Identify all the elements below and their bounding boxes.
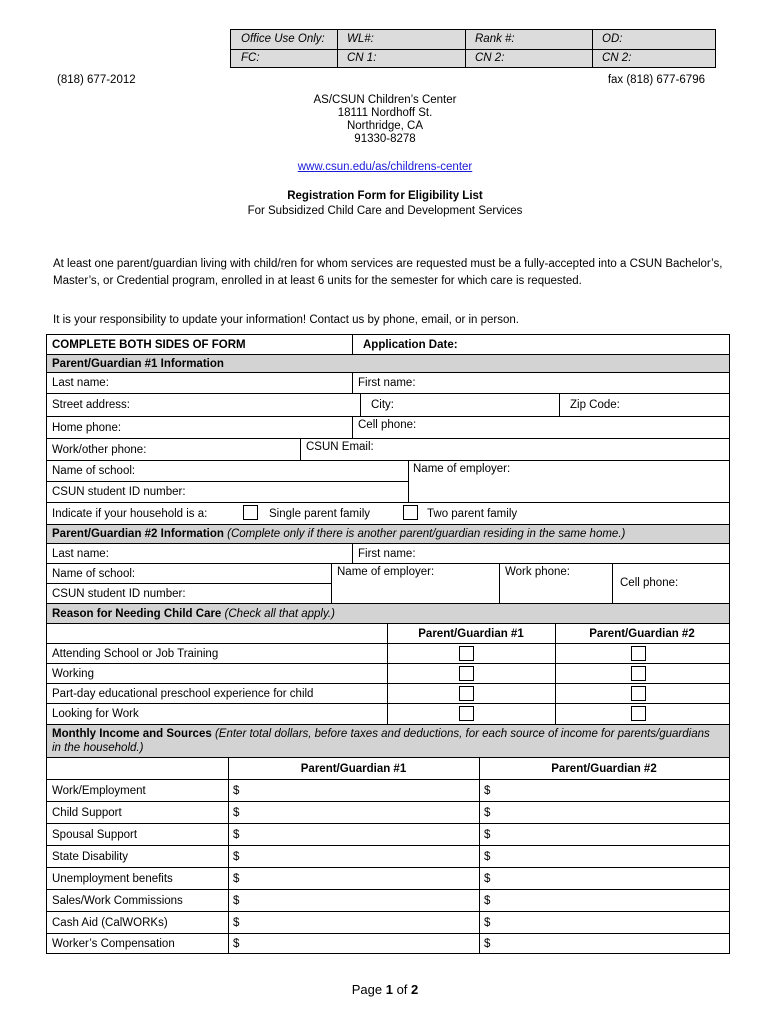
income-pg2-amount-field[interactable]: $ (484, 806, 491, 819)
org-zip: 91330-8278 (354, 133, 416, 145)
website-link[interactable]: www.csun.edu/as/childrens-center (297, 161, 473, 173)
income-row (47, 912, 729, 934)
form-header-row (47, 335, 729, 355)
pg1-last-name-field[interactable]: Last name: (52, 377, 109, 389)
income-pg1-amount-field[interactable]: $ (233, 872, 240, 885)
income-heading: Monthly Income and Sources (52, 728, 212, 740)
pg1-school-field[interactable]: Name of school: (47, 461, 408, 482)
income-pg2-amount-field[interactable]: $ (484, 916, 491, 929)
pg1-cell-phone-field[interactable]: Cell phone: (352, 417, 729, 438)
pg2-name-row (47, 544, 729, 564)
reason-row-1 (47, 644, 729, 664)
income-row (47, 824, 729, 846)
single-parent-label: Single parent family (269, 507, 370, 520)
pg2-work-phone-field[interactable]: Work phone: (505, 566, 570, 578)
income-row (47, 868, 729, 890)
income-pg2-amount-field[interactable]: $ (484, 828, 491, 841)
office-od-field[interactable]: OD: (602, 33, 623, 45)
income-pg1-amount-field[interactable]: $ (233, 806, 240, 819)
reason-label: Looking for Work (52, 708, 139, 720)
reason-pg2-checkbox[interactable] (631, 666, 646, 681)
pg1-student-id-field[interactable]: CSUN student ID number: (52, 486, 186, 498)
pg1-csun-email-field[interactable]: CSUN Email: (300, 439, 729, 460)
reason-label: Part-day educational preschool experience for child (52, 687, 314, 700)
reason-heading: Reason for Needing Child Care (52, 607, 222, 620)
complete-both-label: COMPLETE BOTH SIDES OF FORM (52, 338, 246, 351)
income-source-label: Work/Employment (52, 784, 146, 797)
pg1-city-field[interactable]: City: (360, 394, 559, 416)
reason-label: Attending School or Job Training (52, 647, 219, 660)
center-phone: (818) 677-2012 (57, 74, 136, 86)
income-source-label: Child Support (52, 806, 122, 819)
page-number: 1 (385, 982, 393, 997)
pg1-employer-field[interactable]: Name of employer: (413, 463, 511, 475)
pg1-first-name-field[interactable]: First name: (352, 373, 729, 393)
reason-row-3 (47, 684, 729, 704)
application-date-field[interactable]: Application Date: (352, 335, 729, 354)
reason-row-2 (47, 664, 729, 684)
pg1-home-phone-field[interactable]: Home phone: (52, 421, 122, 434)
income-source-label: Worker’s Compensation (52, 937, 175, 950)
pg2-heading: Parent/Guardian #2 Information (52, 528, 224, 540)
office-wl-field[interactable]: WL#: (347, 33, 374, 45)
reason-pg1-checkbox[interactable] (459, 686, 474, 701)
pg1-work-phone-field[interactable]: Work/other phone: (52, 443, 147, 456)
pg2-first-name-field[interactable]: First name: (352, 544, 729, 564)
income-source-label: Cash Aid (CalWORKs) (52, 916, 168, 929)
income-source-label: Sales/Work Commissions (52, 894, 183, 907)
income-note: (Enter total dollars, before taxes and deductions, for each source of income for parents/guardians in the household.) (52, 728, 710, 754)
page-total: 2 (411, 982, 419, 997)
pg1-street-field[interactable]: Street address: (52, 399, 130, 411)
pg1-zip-field[interactable]: Zip Code: (559, 394, 729, 416)
pg1-heading: Parent/Guardian #1 Information (52, 357, 224, 370)
income-pg2-amount-field[interactable]: $ (484, 784, 491, 797)
pg2-employer-field[interactable]: Name of employer: (337, 566, 435, 578)
reason-pg2-checkbox[interactable] (631, 706, 646, 721)
pg2-school-row (47, 564, 729, 589)
reason-pg2-checkbox[interactable] (631, 686, 646, 701)
income-pg1-amount-field[interactable]: $ (233, 850, 240, 863)
office-rank-field[interactable]: Rank #: (475, 33, 515, 45)
pg1-phone-row (47, 417, 729, 439)
reason-note: (Check all that apply.) (224, 607, 335, 620)
income-pg1-amount-field[interactable]: $ (233, 784, 240, 797)
office-fc-field[interactable]: FC: (241, 52, 260, 64)
pg1-household-label: Indicate if your household is a: (52, 507, 208, 520)
org-street: 18111 Nordhoff St. (337, 107, 433, 119)
income-pg1-amount-field[interactable]: $ (233, 894, 240, 907)
income-row (47, 890, 729, 912)
income-pg2-amount-field[interactable]: $ (484, 937, 491, 950)
pg2-heading-note: (Complete only if there is another parent/guardian residing in the same home.) (227, 528, 626, 540)
income-pg1-amount-field[interactable]: $ (233, 916, 240, 929)
reason-pg1-checkbox[interactable] (459, 666, 474, 681)
income-pg2-amount-field[interactable]: $ (484, 872, 491, 885)
office-cn2b-field[interactable]: CN 2: (602, 52, 632, 64)
single-parent-checkbox[interactable] (243, 505, 258, 520)
pg2-last-name-field[interactable]: Last name: (47, 544, 352, 564)
pg2-school-field[interactable]: Name of school: (47, 564, 331, 584)
pg2-heading-row (47, 525, 729, 544)
page-indicator (0, 982, 770, 997)
income-pg1-amount-field[interactable]: $ (233, 937, 240, 950)
income-row (47, 934, 729, 953)
income-col-header-row (47, 758, 729, 780)
two-parent-label: Two parent family (427, 507, 518, 520)
income-source-label: Spousal Support (52, 828, 138, 841)
reason-col-header-row (47, 624, 729, 644)
pg2-student-id-field[interactable]: CSUN student ID number: (52, 587, 186, 600)
form-subtitle: For Subsidized Child Care and Development Services (247, 205, 523, 217)
org-name: AS/CSUN Children’s Center (313, 94, 457, 106)
page-of-word: of (396, 982, 408, 997)
income-row (47, 780, 729, 802)
reason-pg1-checkbox[interactable] (459, 706, 474, 721)
reason-label: Working (52, 667, 94, 680)
pg1-heading-row (47, 355, 729, 373)
income-col-pg1: Parent/Guardian #1 (300, 762, 407, 775)
page-word: Page (351, 982, 383, 997)
income-source-label: Unemployment benefits (52, 872, 173, 885)
center-fax: fax (818) 677-6796 (607, 74, 705, 86)
form-title: Registration Form for Eligibility List (287, 190, 483, 202)
pg2-id-row (47, 584, 729, 604)
pg1-id-row (47, 482, 729, 503)
income-pg2-amount-field[interactable]: $ (484, 894, 491, 907)
office-use-label: Office Use Only: (241, 33, 325, 45)
eligibility-text: At least one parent/guardian living with child/ren for whom services are requested must be a fully-accepted into a CSUN Bachelor’s, Master’s, or Credential program, enrolled in at least 6 units for the semester for which care is requested. (53, 258, 723, 287)
office-cn1-field[interactable]: CN 1: (347, 52, 377, 64)
income-source-label: State Disability (52, 850, 129, 863)
pg1-household-row (47, 503, 729, 525)
office-cn2-field[interactable]: CN 2: (475, 52, 505, 64)
pg1-school-row (47, 461, 729, 482)
responsibility-text: It is your responsibility to update your information! Contact us by phone, email, or in person. (53, 314, 519, 326)
org-city: Northridge, CA (346, 120, 424, 132)
pg1-address-row (47, 394, 729, 417)
reason-col-pg2: Parent/Guardian #2 (589, 627, 695, 640)
office-use-box (230, 29, 716, 68)
registration-form (46, 334, 730, 954)
income-heading-row (47, 725, 729, 758)
income-row (47, 846, 729, 868)
reason-pg2-checkbox[interactable] (631, 646, 646, 661)
income-col-pg2: Parent/Guardian #2 (551, 762, 657, 775)
reason-heading-row (47, 604, 729, 624)
two-parent-checkbox[interactable] (403, 505, 418, 520)
reason-col-pg1: Parent/Guardian #1 (418, 627, 524, 640)
reason-row-4 (47, 704, 729, 725)
income-row (47, 802, 729, 824)
pg1-name-row (47, 373, 729, 394)
pg2-cell-phone-field[interactable]: Cell phone: (620, 577, 679, 589)
reason-pg1-checkbox[interactable] (459, 646, 474, 661)
pg1-work-row (47, 439, 729, 461)
income-pg1-amount-field[interactable]: $ (233, 828, 240, 841)
income-pg2-amount-field[interactable]: $ (484, 850, 491, 863)
